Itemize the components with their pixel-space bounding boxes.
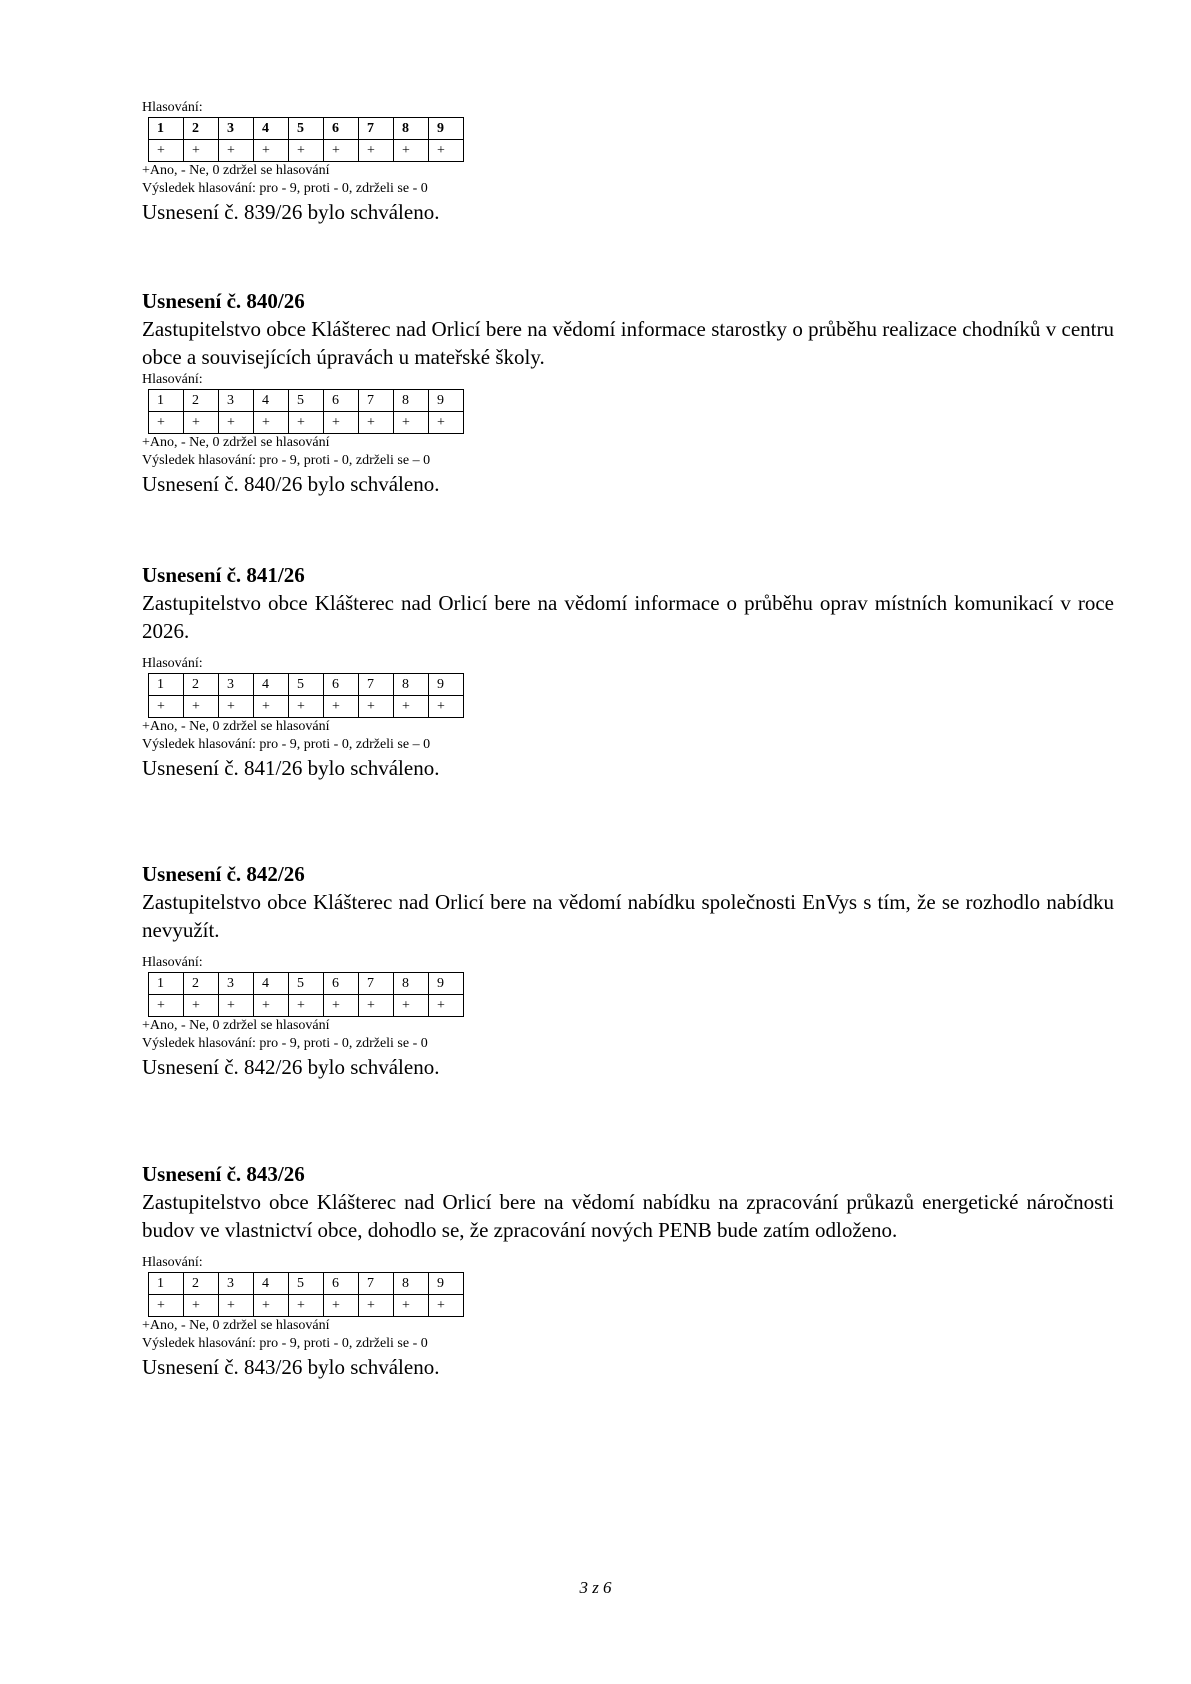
voting-table: [148, 1272, 464, 1317]
voting-header-row: [149, 390, 464, 412]
voting-table: [148, 389, 464, 434]
resolution-text: Zastupitelstvo obce Klášterec nad Orlicí bere na vědomí nabídku na zpracování průkazů energetické náročnosti budov ve vlastnictví obce, dohodlo se, že zpracování nových PENB bude zatím odloženo.: [142, 1190, 1114, 1242]
vote-value-cell: +: [149, 995, 184, 1017]
vote-header-cell: 7: [359, 674, 394, 696]
resolution-heading: Usnesení č. 840/26: [142, 289, 305, 313]
voting-value-row: [149, 412, 464, 434]
vote-header-cell: 7: [359, 118, 394, 140]
voting-value-row: [149, 696, 464, 718]
vote-value-cell: +: [289, 696, 324, 718]
vote-value-cell: +: [394, 412, 429, 434]
resolution-841: [142, 561, 1114, 782]
resolution-text: Zastupitelstvo obce Klášterec nad Orlicí bere na vědomí informace o průběhu oprav místních komunikací v roce 2026.: [142, 591, 1114, 643]
vote-header-cell: 7: [359, 390, 394, 412]
vote-value-cell: +: [219, 995, 254, 1017]
vote-header-cell: 5: [289, 973, 324, 995]
vote-value-cell: +: [184, 412, 219, 434]
vote-header-cell: 8: [394, 118, 429, 140]
vote-header-cell: 3: [219, 1273, 254, 1295]
resolution-843: [142, 1160, 1114, 1381]
voting-legend: +Ano, - Ne, 0 zdržel se hlasování: [142, 435, 330, 450]
vote-header-cell: 8: [394, 1273, 429, 1295]
vote-header-cell: 2: [184, 118, 219, 140]
vote-header-cell: 8: [394, 674, 429, 696]
resolution-839-voting: [142, 99, 1114, 226]
vote-header-cell: 6: [324, 118, 359, 140]
vote-value-cell: +: [184, 995, 219, 1017]
vote-header-cell: 3: [219, 674, 254, 696]
vote-value-cell: +: [324, 696, 359, 718]
voting-header-row: [149, 674, 464, 696]
vote-header-cell: 6: [324, 390, 359, 412]
resolution-text: Zastupitelstvo obce Klášterec nad Orlicí bere na vědomí informace starostky o průběhu realizace chodníků v centru obce a souvisejících úpravách u mateřské školy.: [142, 317, 1114, 369]
vote-value-cell: +: [359, 412, 394, 434]
vote-value-cell: +: [394, 1295, 429, 1317]
voting-legend: +Ano, - Ne, 0 zdržel se hlasování: [142, 719, 330, 734]
voting-label: Hlasování:: [142, 1255, 203, 1270]
vote-header-cell: 9: [429, 973, 464, 995]
vote-header-cell: 4: [254, 118, 289, 140]
vote-value-cell: +: [149, 696, 184, 718]
vote-value-cell: +: [289, 1295, 324, 1317]
vote-header-cell: 7: [359, 973, 394, 995]
vote-value-cell: +: [289, 140, 324, 162]
vote-header-cell: 4: [254, 1273, 289, 1295]
vote-value-cell: +: [429, 1295, 464, 1317]
vote-value-cell: +: [324, 1295, 359, 1317]
resolution-outcome: Usnesení č. 842/26 bylo schváleno.: [142, 1055, 440, 1079]
vote-value-cell: +: [429, 140, 464, 162]
vote-value-cell: +: [149, 1295, 184, 1317]
vote-value-cell: +: [289, 412, 324, 434]
vote-header-cell: 4: [254, 674, 289, 696]
voting-value-row: [149, 1295, 464, 1317]
voting-legend: +Ano, - Ne, 0 zdržel se hlasování: [142, 163, 330, 178]
vote-value-cell: +: [219, 140, 254, 162]
resolution-842: [142, 860, 1114, 1081]
resolution-outcome: Usnesení č. 839/26 bylo schváleno.: [142, 200, 440, 224]
voting-result: Výsledek hlasování: pro - 9, proti - 0, zdrželi se – 0: [142, 737, 431, 752]
resolution-outcome: Usnesení č. 841/26 bylo schváleno.: [142, 756, 440, 780]
vote-header-cell: 5: [289, 1273, 324, 1295]
vote-value-cell: +: [429, 412, 464, 434]
vote-value-cell: +: [324, 412, 359, 434]
vote-value-cell: +: [394, 696, 429, 718]
voting-label: Hlasování:: [142, 372, 203, 387]
vote-value-cell: +: [254, 995, 289, 1017]
vote-value-cell: +: [219, 412, 254, 434]
vote-value-cell: +: [359, 696, 394, 718]
vote-header-cell: 5: [289, 118, 324, 140]
vote-value-cell: +: [184, 696, 219, 718]
voting-value-row: [149, 140, 464, 162]
vote-header-cell: 2: [184, 674, 219, 696]
vote-value-cell: +: [429, 995, 464, 1017]
vote-value-cell: +: [394, 995, 429, 1017]
vote-header-cell: 1: [149, 390, 184, 412]
page-number: 3 z 6: [579, 1578, 612, 1597]
vote-header-cell: 2: [184, 973, 219, 995]
voting-table: [148, 673, 464, 718]
voting-header-row: [149, 118, 464, 140]
voting-result: Výsledek hlasování: pro - 9, proti - 0, zdrželi se - 0: [142, 181, 428, 196]
vote-header-cell: 9: [429, 1273, 464, 1295]
voting-value-row: [149, 995, 464, 1017]
vote-header-cell: 6: [324, 1273, 359, 1295]
vote-header-cell: 9: [429, 118, 464, 140]
vote-value-cell: +: [429, 696, 464, 718]
voting-result: Výsledek hlasování: pro - 9, proti - 0, zdrželi se - 0: [142, 1336, 428, 1351]
vote-header-cell: 3: [219, 118, 254, 140]
vote-value-cell: +: [254, 696, 289, 718]
voting-legend: +Ano, - Ne, 0 zdržel se hlasování: [142, 1318, 330, 1333]
voting-label: Hlasování:: [142, 100, 203, 115]
vote-header-cell: 1: [149, 1273, 184, 1295]
vote-header-cell: 5: [289, 674, 324, 696]
vote-value-cell: +: [324, 995, 359, 1017]
resolution-heading: Usnesení č. 842/26: [142, 862, 305, 886]
vote-header-cell: 1: [149, 973, 184, 995]
vote-header-cell: 4: [254, 390, 289, 412]
vote-value-cell: +: [184, 140, 219, 162]
vote-header-cell: 2: [184, 1273, 219, 1295]
voting-header-row: [149, 1273, 464, 1295]
vote-value-cell: +: [359, 140, 394, 162]
resolution-outcome: Usnesení č. 843/26 bylo schváleno.: [142, 1355, 440, 1379]
voting-label: Hlasování:: [142, 656, 203, 671]
vote-header-cell: 5: [289, 390, 324, 412]
vote-header-cell: 4: [254, 973, 289, 995]
voting-label: Hlasování:: [142, 955, 203, 970]
voting-table: [148, 117, 464, 162]
vote-value-cell: +: [359, 995, 394, 1017]
vote-header-cell: 3: [219, 973, 254, 995]
voting-legend: +Ano, - Ne, 0 zdržel se hlasování: [142, 1018, 330, 1033]
vote-header-cell: 8: [394, 390, 429, 412]
vote-header-cell: 9: [429, 674, 464, 696]
voting-table: [148, 972, 464, 1017]
vote-value-cell: +: [149, 412, 184, 434]
vote-header-cell: 6: [324, 674, 359, 696]
vote-header-cell: 7: [359, 1273, 394, 1295]
voting-result: Výsledek hlasování: pro - 9, proti - 0, zdrželi se - 0: [142, 1036, 428, 1051]
vote-value-cell: +: [219, 696, 254, 718]
vote-value-cell: +: [149, 140, 184, 162]
vote-header-cell: 1: [149, 118, 184, 140]
resolution-heading: Usnesení č. 843/26: [142, 1162, 305, 1186]
resolution-outcome: Usnesení č. 840/26 bylo schváleno.: [142, 472, 440, 496]
vote-value-cell: +: [324, 140, 359, 162]
vote-header-cell: 9: [429, 390, 464, 412]
voting-result: Výsledek hlasování: pro - 9, proti - 0, zdrželi se – 0: [142, 453, 431, 468]
vote-value-cell: +: [219, 1295, 254, 1317]
vote-value-cell: +: [289, 995, 324, 1017]
vote-value-cell: +: [359, 1295, 394, 1317]
vote-value-cell: +: [184, 1295, 219, 1317]
vote-header-cell: 2: [184, 390, 219, 412]
vote-header-cell: 8: [394, 973, 429, 995]
vote-value-cell: +: [254, 140, 289, 162]
resolution-840: [142, 287, 1114, 498]
vote-value-cell: +: [394, 140, 429, 162]
vote-header-cell: 6: [324, 973, 359, 995]
voting-header-row: [149, 973, 464, 995]
vote-header-cell: 3: [219, 390, 254, 412]
vote-header-cell: 1: [149, 674, 184, 696]
vote-value-cell: +: [254, 1295, 289, 1317]
vote-value-cell: +: [254, 412, 289, 434]
resolution-text: Zastupitelstvo obce Klášterec nad Orlicí bere na vědomí nabídku společnosti EnVys s tím, že se rozhodlo nabídku nevyužít.: [142, 890, 1114, 942]
resolution-heading: Usnesení č. 841/26: [142, 563, 305, 587]
